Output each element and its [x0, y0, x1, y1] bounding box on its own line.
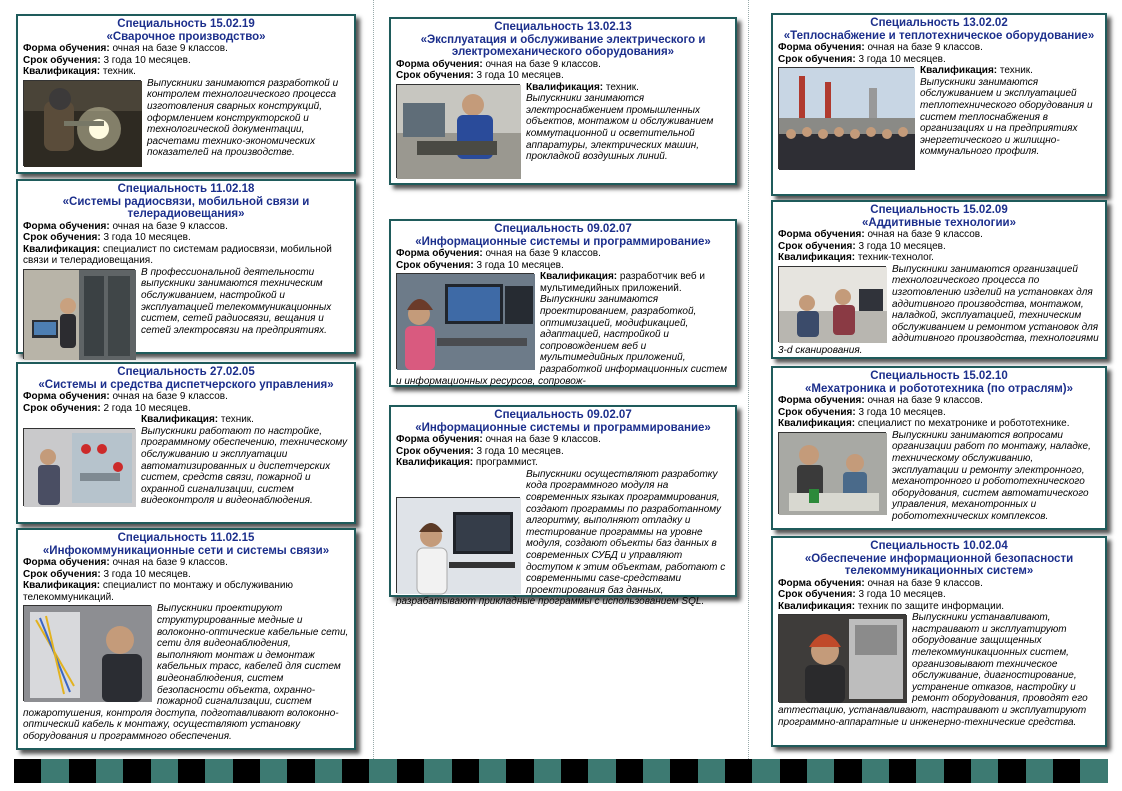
card-title: «Информационные системы и программирование» — [415, 235, 711, 248]
card-description: Выпускники занимаются организацией технологического процесса по изготовлению изделий на установках для аддитивного производства, монтажом, наладкой, эксплуатацией, техническим обслуживанием и ремонтом установок для аддитивного производства, технологиями 3-d сканирования. — [778, 263, 1099, 356]
card-description: Выпускники занимаются проектированием, разработкой, оптимизацией, модификацией, адаптацией, настройкой и сопровождением веб и мультимедийных приложений, разработкой информационных систем и информационных ресурсов, сопровож- — [396, 294, 727, 387]
term-value: 3 года 10 месяцев. — [858, 53, 946, 65]
form-value: очная на базе 9 классов. — [112, 557, 228, 568]
web-developer-photo — [396, 273, 534, 369]
qual-value: техник по защите информации. — [857, 600, 1005, 612]
form-label: Форма обучения: — [396, 248, 483, 259]
card-description: Выпускники занимаются вопросами организации работ по монтажу, наладке, техническому обслуживанию, эксплуатации и ремонту электронного, механотронного и робототехнического оборудования, систем автоматического управления, механотронных и робототехнических комплексов. — [892, 429, 1091, 522]
term-label: Срок обучения: — [23, 232, 101, 244]
card-description: Выпускники занимаются разработкой и контролем технологического процесса изготовления сварных конструкций, оформлением конструкторской и технологической документации, расчетами технико-экономических показателей на производстве. — [147, 77, 339, 159]
form-value: очная на базе 9 классов. — [867, 229, 983, 240]
qual-value: техник. — [999, 65, 1033, 77]
qual-label: Квалификация: — [920, 65, 998, 77]
form-label: Форма обучения: — [396, 58, 483, 70]
term-label: Срок обучения: — [778, 589, 856, 601]
card-13-02-13 — [389, 17, 737, 185]
dispatcher-panel-photo — [23, 428, 135, 506]
qual-label: Квалификация: — [23, 580, 101, 592]
card-code: Специальность 11.02.15 — [117, 532, 255, 544]
card-09-02-07-prog — [389, 405, 737, 608]
network-cabling-photo — [23, 605, 151, 701]
card-description: В профессиональной деятельности выпускники занимаются техническим обслуживанием, настройкой и эксплуатацией телекоммуникационных систем, сетей радиосвязи, вещания и сетей электросвязи на предприятиях. — [141, 266, 332, 336]
term-label: Срок обучения: — [778, 53, 856, 65]
form-value: очная на базе 9 классов. — [112, 220, 228, 232]
card-code: Специальность 27.02.05 — [117, 366, 255, 378]
fold-line — [748, 0, 749, 761]
info-security-photo — [778, 614, 906, 702]
form-label: Форма обучения: — [396, 434, 483, 445]
form-label: Форма обучения: — [778, 229, 865, 240]
term-value: 3 года 10 месяцев. — [476, 259, 564, 271]
qual-value: специалист по монтажу и обслуживанию телекоммуникаций. — [23, 580, 293, 603]
card-code: Специальность 09.02.07 — [494, 223, 632, 235]
card-code: Специальность 15.02.10 — [870, 370, 1008, 382]
radio-lab-photo — [23, 269, 135, 359]
card-title: «Системы радиосвязи, мобильной связи и телерадиовещания» — [62, 195, 310, 220]
term-value: 3 года 10 месяцев. — [858, 240, 946, 252]
form-value: очная на базе 9 классов. — [867, 577, 983, 589]
card-title: «Аддитивные технологии» — [862, 216, 1016, 229]
qual-value: специалист по системам радиосвязи, мобильной связи и телерадиовещания. — [23, 243, 332, 267]
mechatronics-photo — [778, 432, 886, 514]
card-title: «Системы и средства диспетчерского управления» — [38, 378, 334, 391]
card-title: «Эксплуатация и обслуживание электрического и электромеханического оборудования» — [420, 33, 706, 58]
form-value: очная на базе 9 классов. — [485, 58, 601, 70]
qual-label: Квалификация: — [23, 66, 101, 78]
welding-photo — [23, 80, 141, 166]
term-label: Срок обучения: — [396, 445, 474, 457]
qual-label: Квалификация: — [396, 457, 474, 469]
qual-value: техник. — [605, 81, 639, 93]
qual-value: техник. — [102, 66, 136, 78]
card-code: Специальность 15.02.19 — [117, 18, 255, 30]
card-27-02-05 — [16, 362, 356, 524]
form-label: Форма обучения: — [778, 395, 865, 406]
qual-label: Квалификация: — [540, 271, 618, 283]
card-code: Специальность 10.02.04 — [870, 540, 1008, 552]
card-title: «Сварочное производство» — [106, 30, 266, 43]
term-label: Срок обучения: — [396, 259, 474, 271]
qual-label: Квалификация: — [778, 600, 856, 612]
card-11-02-15 — [16, 528, 356, 750]
card-title: «Информационные системы и программирование» — [415, 421, 711, 434]
qual-value: программист. — [475, 457, 538, 469]
card-code: Специальность 11.02.18 — [117, 183, 255, 195]
form-label: Форма обучения: — [23, 43, 110, 54]
form-label: Форма обучения: — [23, 391, 110, 402]
term-value: 3 года 10 месяцев. — [103, 568, 191, 580]
qual-label: Квалификация: — [778, 418, 856, 430]
card-11-02-18 — [16, 179, 356, 354]
form-label: Форма обучения: — [23, 220, 110, 232]
card-description: Выпускники осуществляют разработку кода программного модуля на современных языках программирования, создают программы по разработанному алгоритму, выполняют отладку и тестирование программы на уровне модуля, создают объекты баз данных в современных СУБД и управляют доступом к этим объектам, работают с современными case-средствами проектирования баз данных, разрабатывают прикладные программы с использованием SQL. — [396, 468, 726, 608]
form-value: очная на базе 9 классов. — [485, 248, 601, 259]
form-value: очная на базе 9 классов. — [112, 391, 228, 402]
form-value: очная на базе 9 классов. — [112, 43, 228, 54]
qual-label: Квалификация: — [141, 414, 219, 426]
term-label: Срок обучения: — [23, 402, 101, 414]
qual-value: техник-технолог. — [857, 252, 934, 264]
qual-value: разработчик веб и мультимедийных приложений. — [540, 271, 705, 294]
term-label: Срок обучения: — [23, 54, 101, 66]
term-value: 3 года 10 месяцев. — [103, 232, 191, 244]
card-title: «Обеспечение информационной безопасности телекоммуникационных систем» — [804, 552, 1074, 577]
form-label: Форма обучения: — [778, 42, 865, 53]
term-label: Срок обучения: — [778, 240, 856, 252]
additive-tech-photo — [778, 266, 886, 342]
form-value: очная на базе 9 классов. — [867, 395, 983, 406]
form-value: очная на базе 9 классов. — [485, 434, 601, 445]
card-title: «Мехатроника и робототехника (по отраслям)» — [805, 382, 1073, 395]
term-value: 3 года 10 месяцев. — [476, 70, 564, 82]
qual-label: Квалификация: — [778, 252, 856, 264]
qual-label: Квалификация: — [526, 81, 604, 93]
term-label: Срок обучения: — [778, 406, 856, 418]
form-label: Форма обучения: — [23, 557, 110, 568]
form-value: очная на базе 9 классов. — [867, 42, 983, 53]
card-description: Выпускники занимаются обслуживанием и эксплуатацией теплотехнического оборудования и систем теплоснабжения в организациях и на предприятиях энергетического и жилищно-коммунального профиля. — [920, 76, 1093, 158]
card-title: «Теплоснабжение и теплотехническое оборудование» — [783, 29, 1095, 42]
term-label: Срок обучения: — [23, 568, 101, 580]
qual-value: техник. — [220, 414, 254, 426]
form-label: Форма обучения: — [778, 577, 865, 589]
card-10-02-04 — [771, 536, 1107, 747]
programmer-photo — [396, 497, 520, 593]
card-description: Выпускники устанавливают, настраивают и эксплуатируют оборудование защищенных телекоммуникационных систем, организовывают техническое обслуживание, диагностирование, устранение отказов, настройку и ремонт оборудования, проводят его аттестацию, устанавливают, настраивают и эксплуатируют программно-аппаратные и инженерно-технические средства. — [778, 612, 1088, 728]
card-15-02-09 — [771, 200, 1107, 359]
card-09-02-07-web — [389, 219, 737, 387]
electric-lab-photo — [396, 84, 520, 178]
qual-value: специалист по мехатронике и робототехнике. — [857, 418, 1070, 430]
term-value: 3 года 10 месяцев. — [476, 445, 564, 457]
card-13-02-02 — [771, 13, 1107, 196]
card-15-02-10 — [771, 366, 1107, 530]
term-value: 2 года 10 месяцев. — [103, 402, 191, 414]
term-value: 3 года 10 месяцев. — [103, 54, 191, 66]
card-description: Выпускники занимаются электроснабжением промышленных объектов, монтажом и обслуживанием коммутационной и осветительной аппаратуры, электрических машин, прокладкой воздушных линий. — [526, 93, 714, 163]
card-code: Специальность 09.02.07 — [494, 409, 632, 421]
qual-label: Квалификация: — [23, 243, 101, 255]
card-code: Специальность 13.02.02 — [870, 17, 1008, 29]
term-value: 3 года 10 месяцев. — [858, 406, 946, 418]
heat-plant-group-photo — [778, 67, 914, 169]
term-value: 3 года 10 месяцев. — [858, 589, 946, 601]
term-label: Срок обучения: — [396, 70, 474, 82]
decorative-footer-strip — [14, 759, 1108, 783]
card-description: Выпускники работают по настройке, программному обеспечению, техническому обслуживанию и эксплуатации автоматизированных и диспетчерских систем, средств связи, пожарной и охранной сигнализации, систем видеоконтроля и видеонаблюдения. — [141, 425, 348, 507]
card-code: Специальность 15.02.09 — [870, 204, 1008, 216]
card-title: «Инфокоммуникационные сети и системы связи» — [42, 544, 330, 557]
card-code: Специальность 13.02.13 — [494, 21, 632, 33]
card-15-02-19 — [16, 14, 356, 174]
card-description: Выпускники проектируют структурированные медные и волоконно-оптические кабельные сети, сети для видеонаблюдения, выполняют монтаж и демонтаж кабельных трасс, кабелей для систем видеонаблюдения, систем безопасности объекта, охранно-пожарной сигнализации, систем пожаротушения, контроля доступа, подготавливают волоконно-оптический кабель к монтажу, осуществляют установку оборудования и программного обеспечения. — [23, 603, 349, 742]
fold-line — [373, 0, 374, 761]
